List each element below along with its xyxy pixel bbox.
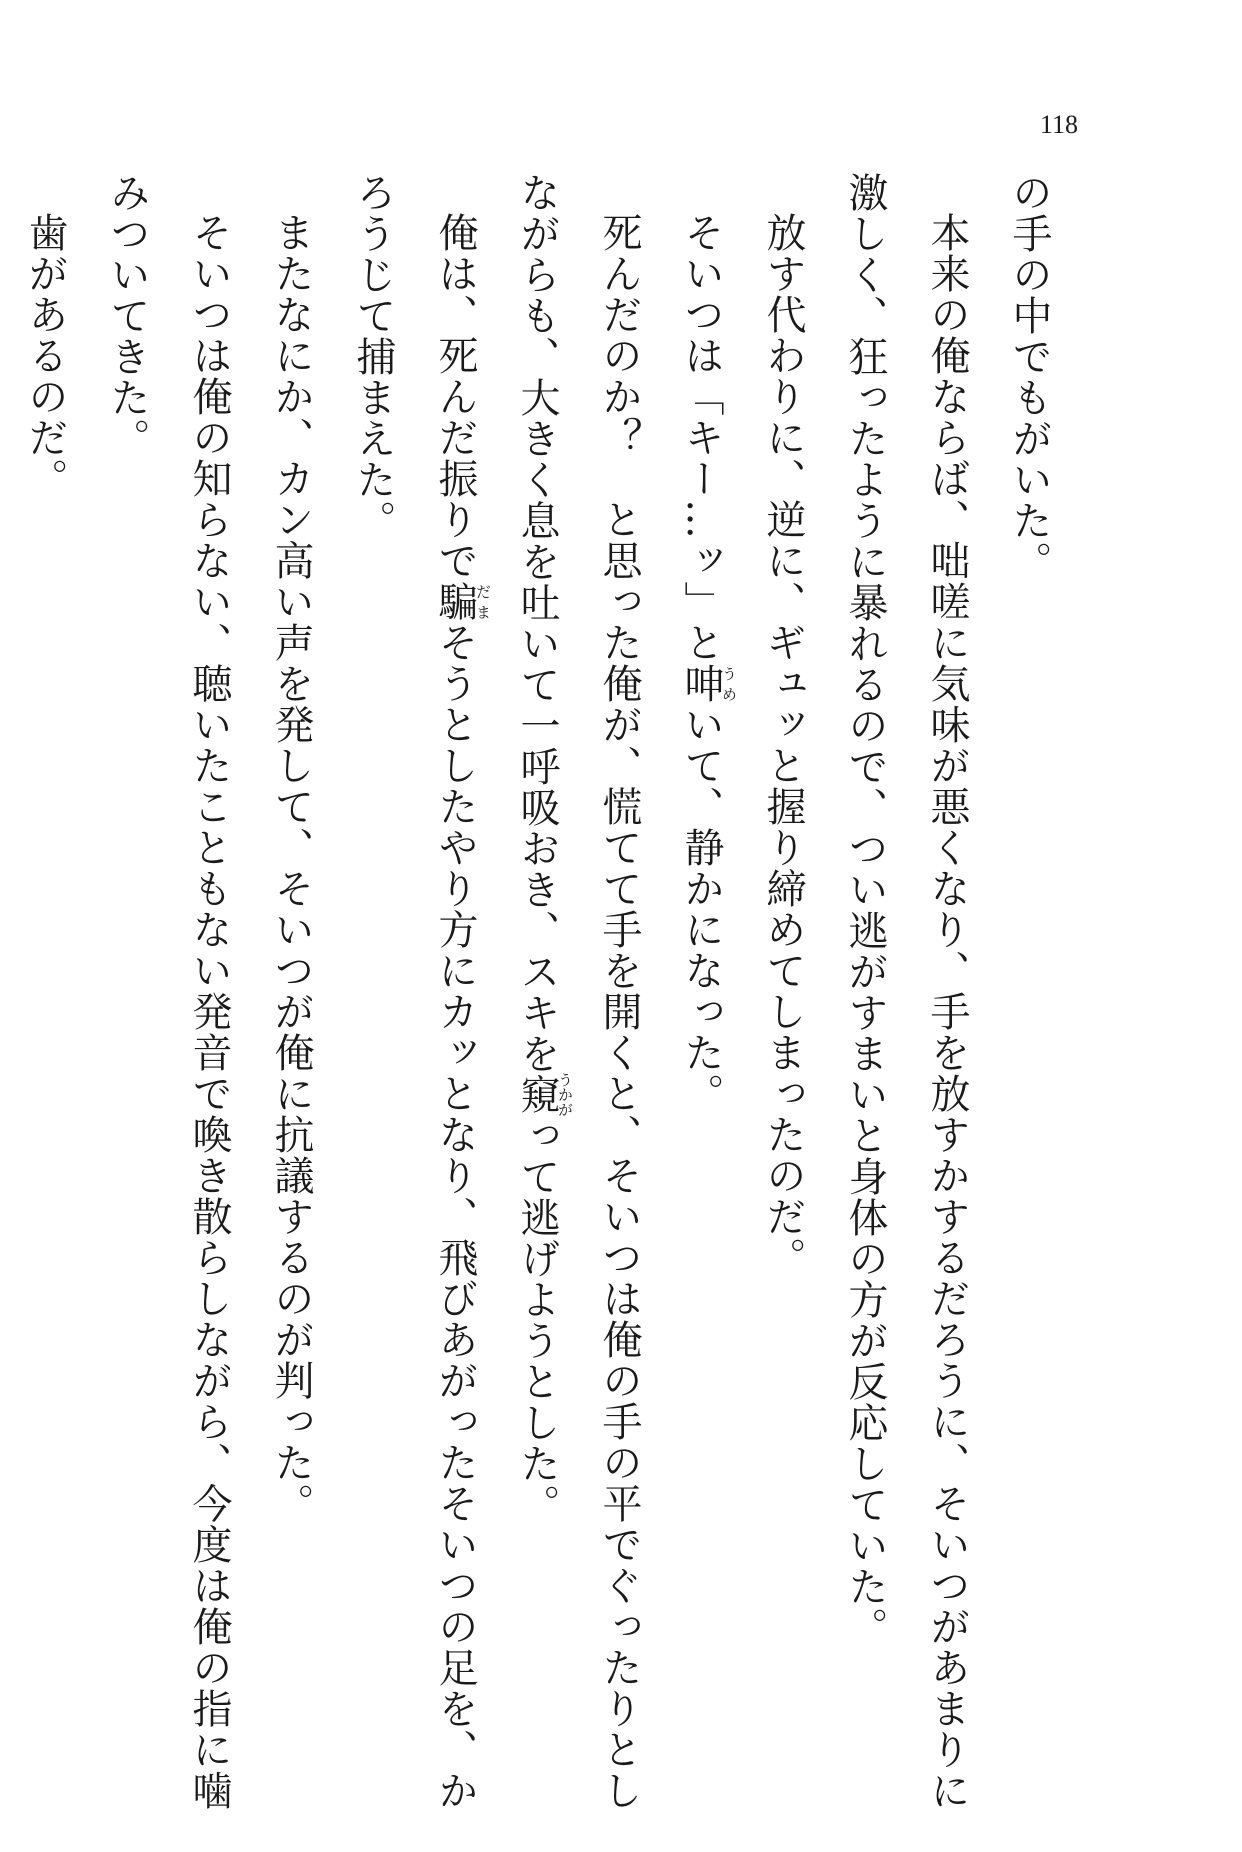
text-line xyxy=(660,172,742,1652)
text-line: 放す代わりに、逆に、ギュッと握り締めてしまったのだ。 xyxy=(760,212,806,1278)
text-line: そいつは俺の知らない、聴いたこともない発音で喚き散らしながら、今度は俺の指に噛 xyxy=(186,212,232,1811)
text-line xyxy=(0,172,4,1652)
text-line xyxy=(414,172,496,1811)
ruby-reading: うかが xyxy=(556,1072,574,1117)
ruby-annotation xyxy=(514,1072,574,1117)
body-text xyxy=(22,172,1070,1811)
ruby-annotation xyxy=(678,663,738,704)
ruby-base: 窺 xyxy=(514,1072,560,1117)
text-line: またなにか、カン高い声を発して、そいつが俺に抗議するのが判った。 xyxy=(268,212,314,1524)
text-fragment: 俺は、死んだ振りで xyxy=(432,212,478,581)
text-fragment: そいつは「キー…ッ」と xyxy=(678,212,724,663)
text-line: の手の中でもがいた。 xyxy=(1006,172,1052,582)
text-line: ろうじて捕まえた。 xyxy=(350,172,396,541)
text-line: 死んだのか？ と思った俺が、慌てて手を開くと、そいつは俺の手の平でぐったりとし xyxy=(596,212,642,1811)
page-number: 118 xyxy=(1040,110,1079,139)
text-fragment: ながらも、大きく息を吐いて一呼吸おき、スキを xyxy=(514,172,560,1074)
text-line: 本来の俺ならば、咄嗟に気味が悪くなり、手を放すかするだろうに、そいつがあまりに xyxy=(924,212,970,1811)
text-fragment: いて、静かになった。 xyxy=(678,704,724,1114)
text-fragment: って逃げようとした。 xyxy=(514,1115,560,1525)
ruby-annotation xyxy=(432,581,492,622)
ruby-base: 騙 xyxy=(432,581,478,622)
text-line: みついてきた。 xyxy=(104,172,150,459)
text-line: 激しく、狂ったように暴れるので、つい逃がすまいと身体の方が反応していた。 xyxy=(842,172,888,1648)
text-line xyxy=(496,172,578,1652)
ruby-reading: だま xyxy=(474,581,492,622)
text-fragment: そうとしたやり方にカッとなり、飛びあがったそいつの足を、か xyxy=(432,622,478,1811)
ruby-reading: うめ xyxy=(720,663,738,704)
text-line: 歯があるのだ。 xyxy=(22,212,68,499)
ruby-base: 呻 xyxy=(678,663,724,704)
